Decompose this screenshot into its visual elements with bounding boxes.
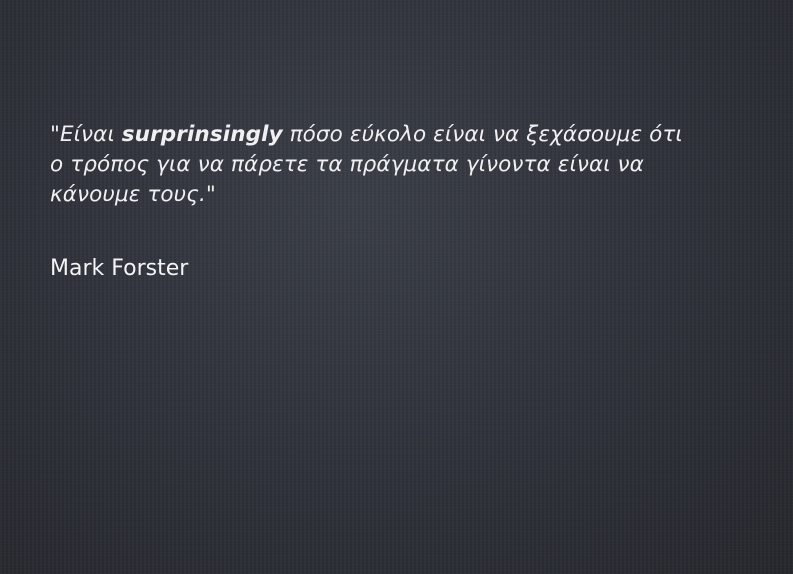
quote-card [50,120,690,283]
quote-author: Mark Forster [50,256,189,281]
quote-text-after: πόσο εύκολο είναι να ξεχάσουμε ότι ο τρόπος για να πάρετε τα πράγματα γίνοντα είναι να κάνουμε τους. [50,122,683,207]
quote-text-before: Είναι [60,122,122,147]
quote-text [50,120,690,210]
quote-emphasis: surprinsingly [121,122,283,147]
quote-open-mark: " [50,122,60,147]
quote-close-mark: " [205,182,216,207]
